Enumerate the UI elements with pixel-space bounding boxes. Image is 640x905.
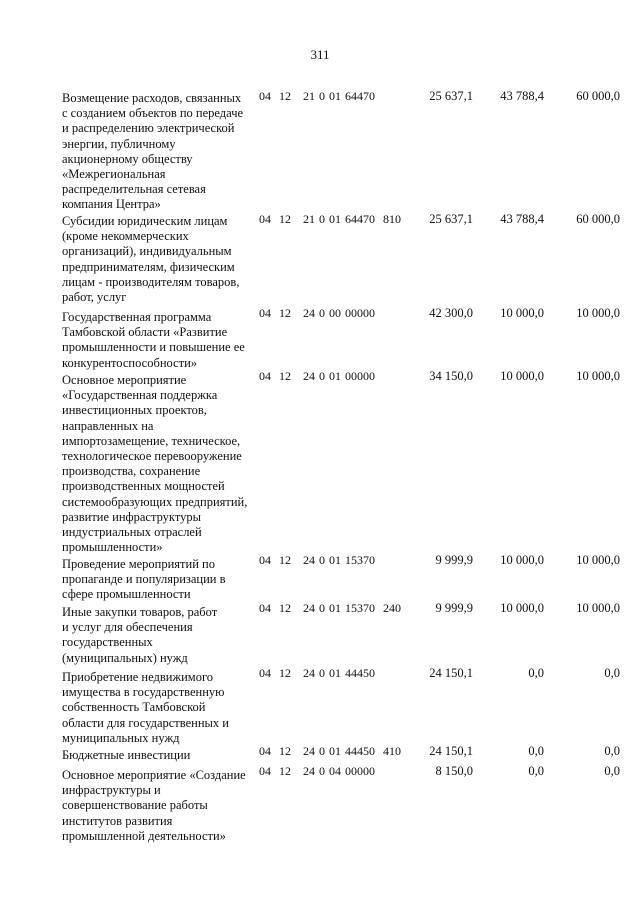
page-number: 311 [310,47,330,62]
value-col-1: 8 150,0 [435,764,473,778]
value-col-3: 0,0 [604,764,620,778]
value-col-3: 0,0 [604,744,620,758]
value-col-2: 0,0 [528,666,544,680]
value-col-3: 60 000,0 [576,89,620,103]
value-col-2: 0,0 [528,744,544,758]
value-col-3: 10 000,0 [576,553,620,567]
value-col-1: 34 150,0 [429,369,473,383]
row-code: 04 12 24 0 00 00000 [259,306,375,320]
row-name: Бюджетные инвестиции [62,748,191,762]
value-col-2: 43 788,4 [500,212,544,226]
value-col-2: 10 000,0 [500,306,544,320]
row-name: Субсидии юридическим лицам (кроме некоммерческих организаций), индивидуальным предпринимателям, физическим лицам - производителям товаров, работ, услуг [62,214,240,305]
row-name: Иные закупки товаров, работ и услуг для обеспечения государственных (муниципальных) нужд [62,605,218,665]
value-col-1: 42 300,0 [429,306,473,320]
value-col-1: 24 150,1 [429,744,473,758]
row-name: Основное мероприятие «Государственная поддержка инвестиционных проектов, направленных на импортозамещение, техническое, технологическое перевооружение производства, сохранение производственных мощностей системообразующих предприятий, развитие инфраструктуры индустриальных отраслей промышленности» [62,373,248,555]
row-code: 04 12 24 0 01 44450 410 [259,744,401,758]
value-col-3: 10 000,0 [576,306,620,320]
row-code: 04 12 21 0 01 64470 810 [259,212,401,226]
value-col-2: 10 000,0 [500,553,544,567]
value-col-2: 10 000,0 [500,601,544,615]
row-name: Государственная программа Тамбовской области «Развитие промышленности и повышение ее конкурентоспособности» [62,310,245,370]
value-col-3: 60 000,0 [576,212,620,226]
value-col-2: 10 000,0 [500,369,544,383]
row-code: 04 12 24 0 01 15370 240 [259,601,401,615]
value-col-3: 10 000,0 [576,369,620,383]
row-code: 04 12 24 0 01 15370 [259,553,375,567]
value-col-1: 9 999,9 [435,553,473,567]
value-col-1: 25 637,1 [429,89,473,103]
row-code: 04 12 24 0 01 00000 [259,369,375,383]
value-col-1: 24 150,1 [429,666,473,680]
value-col-2: 0,0 [528,764,544,778]
value-col-1: 9 999,9 [435,601,473,615]
row-name: Проведение мероприятий по пропаганде и популяризации в сфере промышленности [62,557,226,602]
value-col-2: 43 788,4 [500,89,544,103]
row-code: 04 12 21 0 01 64470 [259,89,375,103]
row-code: 04 12 24 0 01 44450 [259,666,375,680]
value-col-3: 0,0 [604,666,620,680]
row-name: Возмещение расходов, связанных с созданием объектов по передаче и распределению электрической энергии, публичному акционерному обществу «Межрегиональная распределительная сетевая компания Центра» [62,91,244,212]
row-code: 04 12 24 0 04 00000 [259,764,375,778]
row-name: Основное мероприятие «Создание инфраструктуры и совершенствование работы институтов развития промышленной деятельности» [62,768,246,843]
value-col-3: 10 000,0 [576,601,620,615]
row-name: Приобретение недвижимого имущества в государственную собственность Тамбовской области для государственных и муниципальных нужд [62,670,229,745]
value-col-1: 25 637,1 [429,212,473,226]
